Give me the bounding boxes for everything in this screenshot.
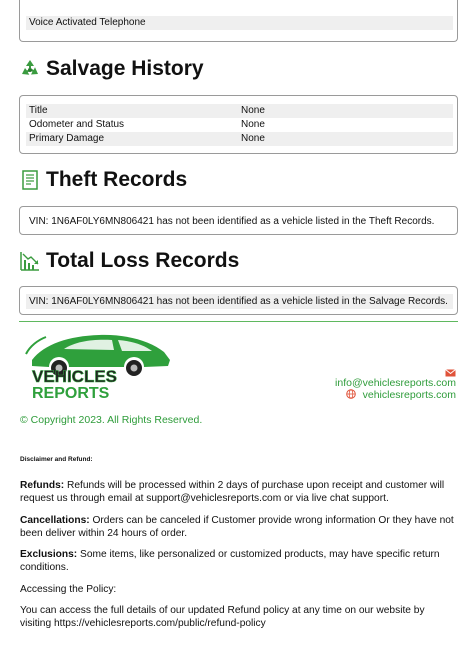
globe-icon xyxy=(346,389,356,399)
chart-down-icon xyxy=(19,250,41,272)
total-loss-title: Total Loss Records xyxy=(46,249,240,272)
total-loss-heading xyxy=(19,249,239,273)
disclaimer-title: Disclaimer and Refund: xyxy=(20,456,93,463)
salvage-history-title: Salvage History xyxy=(46,57,204,80)
table-row xyxy=(26,104,453,118)
features-box xyxy=(19,0,458,42)
accessing-paragraph: You can access the full details of our updated Refund policy at any time on our website by visiting https://vehiclesreports.com/public/refund-policy xyxy=(20,605,425,629)
recycle-icon xyxy=(19,58,41,80)
row-value: None xyxy=(241,133,265,144)
cancellations-text: Orders can be canceled if Customer provide wrong information Or they have not been deliver within 24 hours of order. xyxy=(20,515,454,539)
theft-records-message: VIN: 1N6AF0LY6MN806421 has not been identified as a vehicle listed in the Theft Records. xyxy=(29,216,435,227)
theft-records-box xyxy=(19,206,458,235)
divider xyxy=(19,321,458,322)
row-label: Title xyxy=(29,105,48,116)
copyright-text: © Copyright 2023. All Rights Reserved. xyxy=(20,414,203,426)
contact-website[interactable] xyxy=(346,389,456,401)
email-link[interactable]: info@vehiclesreports.com xyxy=(335,377,456,389)
table-row xyxy=(26,118,453,132)
contact-email[interactable] xyxy=(335,377,456,389)
total-loss-box xyxy=(19,286,458,315)
accessing-title: Accessing the Policy: xyxy=(20,584,117,595)
exclusions-paragraph xyxy=(20,548,458,574)
theft-records-title: Theft Records xyxy=(46,168,188,191)
refunds-label: Refunds: xyxy=(20,480,65,491)
website-link[interactable]: vehiclesreports.com xyxy=(362,389,456,401)
feature-row: Voice Activated Telephone xyxy=(26,16,453,30)
row-value: None xyxy=(241,119,265,130)
svg-text:VEHICLES: VEHICLES xyxy=(32,367,118,386)
salvage-history-box xyxy=(19,95,458,154)
row-label: Odometer and Status xyxy=(29,119,125,130)
mail-icon xyxy=(445,364,456,372)
vehicles-reports-logo xyxy=(24,330,174,402)
table-row xyxy=(26,132,453,146)
cancellations-label: Cancellations: xyxy=(20,515,90,526)
svg-text:REPORTS: REPORTS xyxy=(32,385,110,402)
row-value: None xyxy=(241,105,265,116)
exclusions-label: Exclusions: xyxy=(20,549,78,560)
document-icon xyxy=(19,169,41,191)
total-loss-message: VIN: 1N6AF0LY6MN806421 has not been identified as a vehicle listed in the Salvage Records. xyxy=(26,294,453,309)
exclusions-text: Some items, like personalized or customized products, may have specific return conditions. xyxy=(20,549,440,573)
cancellations-paragraph xyxy=(20,514,458,540)
row-label: Primary Damage xyxy=(29,133,105,144)
refunds-text: Refunds will be processed within 2 days of purchase upon receipt and customer will request us through email at support@vehiclesreports.com or via live chat support. xyxy=(20,480,445,504)
refunds-paragraph xyxy=(20,479,458,505)
theft-records-heading xyxy=(19,168,187,192)
salvage-history-heading xyxy=(19,57,204,81)
